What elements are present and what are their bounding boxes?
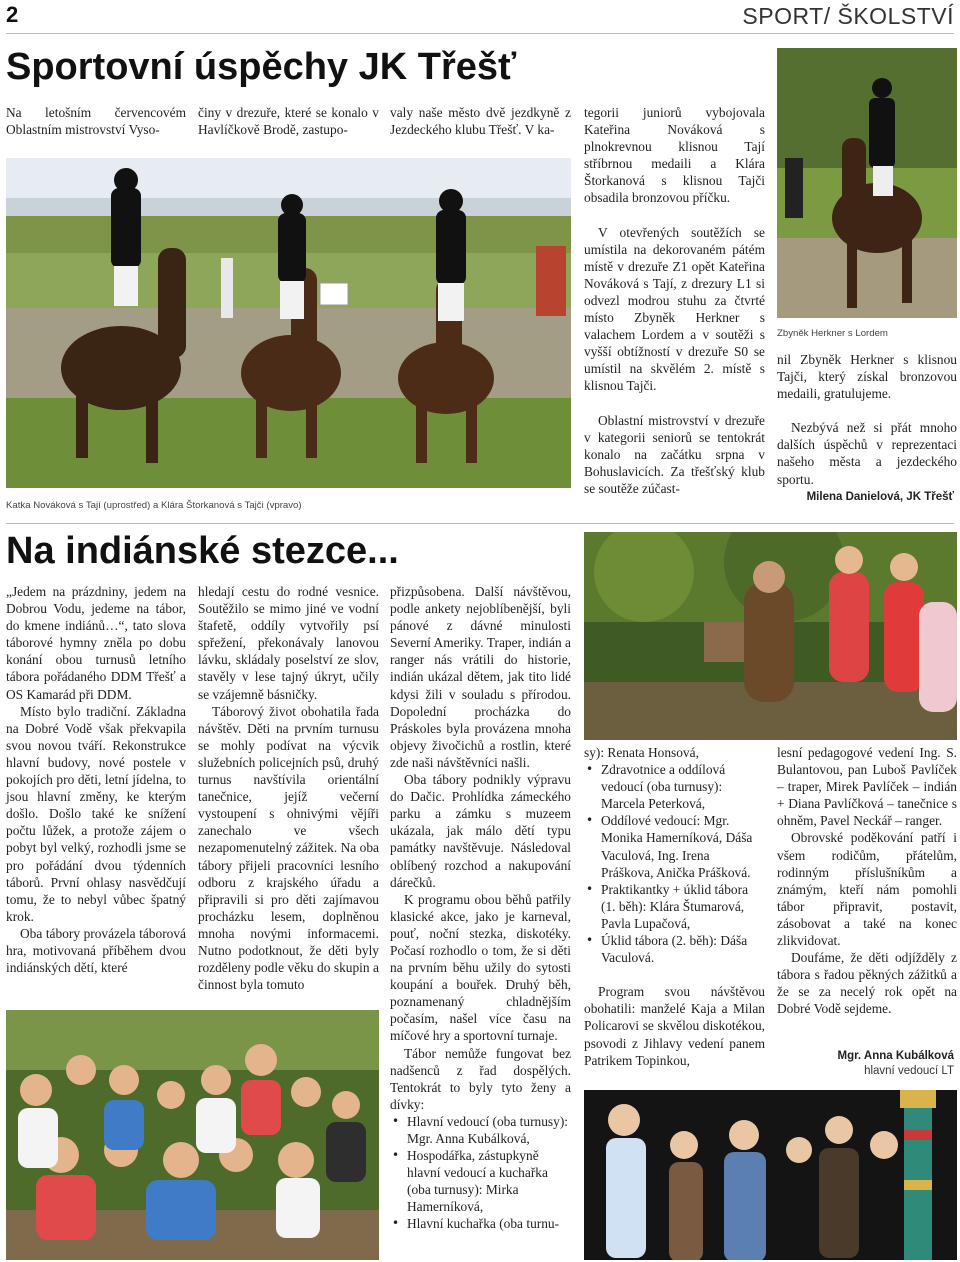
article1-col3: valy naše město dvě jezdkyně z Jezdeckého klubu Třešť. V ka- bbox=[390, 105, 571, 138]
staff-item: • Hlavní vedoucí (oba turnusy): Mgr. Anna Kubálková, bbox=[390, 1113, 571, 1147]
horses-photo bbox=[6, 158, 571, 488]
article2-signature-role: hlavní vedoucí LT bbox=[864, 1065, 954, 1077]
article2-col2: hledají cestu do rodné vesnice. Soutěžilo se mimo jiné ve vodní štafetě, oddíly vytvořily psí spřežení, překonávaly lanovou lávku, skládaly poselství ze slov, stavěly v lese tajný úkryt, učily se vzájemně básničky. Táborový život obohatila řada návštěv. Děti na prvním turnusu se mohly podívat na výcvik služebních policejních psů, druhý turnus navštívila orientální tanečnice, jejíž večerní vystoupení s ohnivými vějíři zanechalo ve všech nezapomenutelný zážitek. Na oba tábory přijeli pracovníci lesního odboru z krajského úřadu a připravili si pro děti zajímavou procházku lesem, doplněnou mnoha novými informacemi. Nutno podotknout, že děti byly rozděleny podle věku do skupin a činnost byla tomuto bbox=[198, 584, 379, 993]
staff-item: • Oddílové vedoucí: Mgr. Monika Hamerníková, Dáša Vaculová, Ing. Irena Práškova, Anička Prášková. bbox=[584, 812, 765, 880]
rider-caption: Zbyněk Herkner s Lordem bbox=[777, 328, 888, 339]
article2-col1: „Jedem na prázdniny, jedem na Dobrou Vodu, jedeme na tábor, do kmene indiánů…“, tato slova táborové hymny zněla po dobu konání obou turnusů letního tábora pořádaného DDM Třešť a OS Kamarád při DDM. Místo bylo tradiční. Základna na Dobré Vodě však překvapila svou novou tváří. Rekonstrukce hlavní budovy, nové postele v pokojích pro děti, letní jídelna, to jsou hlavní změny, ke kterým došlo. Došlo také ke snížení počtu lůžek, a protože zájem o pobyt byl velký, rozhodli jsme se pro pořádání dvou týdenních táborů. První ohlasy nasvědčují tomu, že to nebyl vůbec špatný krok. Oba tábory provázela táborová hra, motivovaná příběhem dvou indiánských dětí, které bbox=[6, 584, 186, 976]
article2-col4: sy): Renata Honsová, • Zdravotnice a oddílová vedoucí (oba turnusy): Marcela Peterková, • Oddílové vedoucí: Mgr. Monika Hamerníková, Dáša Vaculová, Ing. Irena Práškova, Anička Prášková. • Praktikantky + úklid tábora (1. běh): Klára Štumarová, Pavla Lupačová, • Úklid tábora (2. běh): Dáša Vaculová. Program svou návštěvou obohatili: manželé Kaja a Milan Policarovi se skvělou diskotékou, psovodi z Jihlavy vedení panem Patrikem Topinkou, bbox=[584, 744, 765, 1069]
page-number: 2 bbox=[6, 2, 19, 27]
staff-item: • Hospodářka, zástupkyně hlavní vedoucí a kuchařka (oba turnusy): Mirka Hamerníková, bbox=[390, 1147, 571, 1215]
section-title: SPORT/ ŠKOLSTVÍ bbox=[742, 3, 954, 29]
horses-caption: Katka Nováková s Tají (uprostřed) a Klára Štorkanová s Tajči (vpravo) bbox=[6, 500, 302, 511]
article1-col4: tegorii juniorů vybojovala Kateřina Nováková s plnokrevnou klisnou Tají stříbrnou medaili a Klára Štorkanová s klisnou Tajči obsadila bronzovou příčku. V otevřených soutěžích se umístila na dekorovaném pátém místě v drezuře Z1 opět Kateřina Nováková s Tají, z drezury L1 si odvezl modrou stuhu za čtvrté místo Zbyněk Herkner s valachem Lordem a v soutěži s vyšší obtížností v drezuře S0 se umístil na skvělém 2. místě s klisnou Tajči. Oblastní mistrovství v drezuře v kategorii seniorů se tentokrát konalo na začátku srpna v Bohuslavicích. Za třešťský klub se soutěže zúčast- bbox=[584, 105, 765, 496]
article1-col5: nil Zbyněk Herkner s klisnou Tajči, který získal bronzovou medaili, gratulujeme. Nezbývá než si přát mnoho dalších úspěchů v reprezentaci našeho města a jezdeckého sportu. bbox=[777, 352, 957, 487]
article2-signature-name: Mgr. Anna Kubálková bbox=[837, 1050, 954, 1062]
article-separator bbox=[6, 523, 954, 524]
article1-signature: Milena Danielová, JK Třešť bbox=[806, 491, 954, 503]
ranger-photo bbox=[584, 532, 957, 740]
article1-title: Sportovní úspěchy JK Třešť bbox=[6, 46, 517, 88]
night-photo bbox=[584, 1090, 957, 1260]
staff-item: • Hlavní kuchařka (oba turnu- bbox=[390, 1215, 571, 1232]
header-rule bbox=[6, 33, 954, 34]
article2-col3: přizpůsobena. Další návštěvou, podle ankety nejoblíbenější, byli pánové z dávné minulosti Severní Ameriky. Traper, indián a ranger nás vrátili do historie, indián ukázal dětem, jak tito lidé kdysi žili v souladu s přírodou. Dopolední procházka do Práskoles byla provázena mnoha objevy živočichů a rostlin, které zde naši návštěvníci našli. Oba tábory podnikly výpravu do Dačic. Prohlídka zámeckého parku a zámku s muzeem ukázala, jak málo dětí typu památky navštěvuje. Následoval oblíbený rozchod a nakupování dárečků. K programu obou běhů patřily klasické akce, jako je karneval, pouť, noční stezka, diskotéky. Počasí rozhodlo o tom, že si děti na prvním běhu užily do sytosti koupání a bouřek. Druhý běh, poznamenaný chladnějším počasím, našel více času na míčové hry a sportovní turnaje. Tábor nemůže fungovat bez nadšenců z řad dospělých. Tentokrát to byly tyto ženy a dívky: • Hlavní vedoucí (oba turnusy): Mgr. Anna Kubálková, • Hospodářka, zástupkyně hlavní vedoucí a kuchařka (oba turnusy): Mirka Hamerníková, • Hlavní kuchařka (oba turnu- bbox=[390, 583, 571, 1233]
staff-item: • Úklid tábora (2. běh): Dáša Vaculová. bbox=[584, 932, 765, 966]
article1-col2: činy v drezuře, které se konalo v Havlíčkově Brodě, zastupo- bbox=[198, 105, 379, 138]
staff-item: • Praktikantky + úklid tábora (1. běh): Klára Štumarová, Pavla Lupačová, bbox=[584, 881, 765, 932]
rider-photo bbox=[777, 48, 957, 318]
article2-col5: lesní pedagogové vedení Ing. S. Bulantovou, pan Luboš Pavlíček – traper, Mirek Pavlíček – indián + Diana Pavlíčková – tanečnice s ohněm, Pavel Neckář – ranger. Obrovské poděkování patří i všem rodičům, přátelům, rodinným příslušníkům a známým, kteří nám pomohli tábor připravit, postavit, zásobovat a také na konec zlikvidovat. Doufáme, že děti odjížděly z tábora s řadou pěkných zážitků a že se za necelý rok opět na Dobré Vodě sejdeme. bbox=[777, 745, 957, 1017]
article1-col1: Na letošním červencovém Oblastním mistrovství Vyso- bbox=[6, 105, 186, 138]
kids-photo bbox=[6, 1010, 379, 1260]
staff-item: • Zdravotnice a oddílová vedoucí (oba turnusy): Marcela Peterková, bbox=[584, 761, 765, 812]
article2-title: Na indiánské stezce... bbox=[6, 530, 399, 572]
